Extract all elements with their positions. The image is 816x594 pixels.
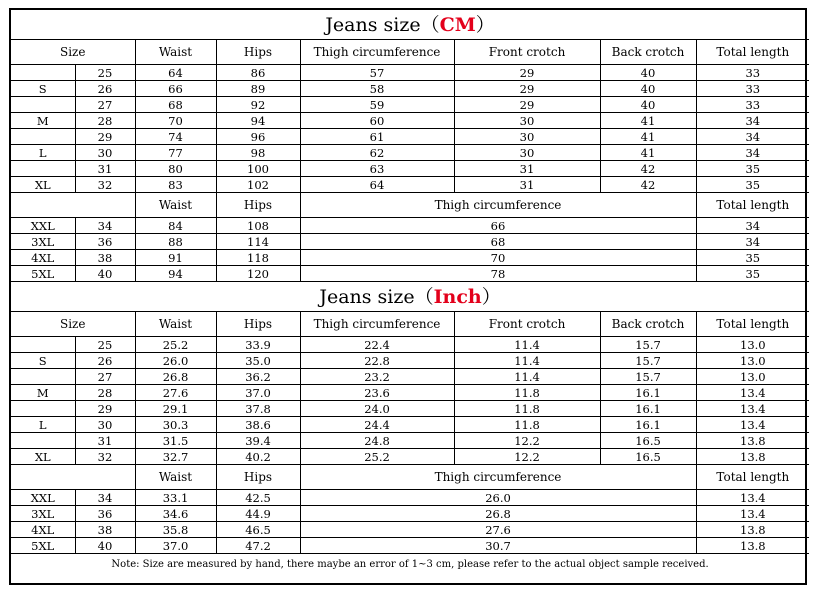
table-cell: 11.4: [454, 369, 600, 385]
table-cell: 30.3: [135, 417, 216, 433]
table-cell: 38.6: [216, 417, 300, 433]
size-label: XL: [11, 449, 75, 465]
table-row: [11, 81, 809, 97]
table-cell: 33.9: [216, 337, 300, 353]
table-row: [11, 417, 809, 433]
size-label: L: [11, 145, 75, 161]
table-cell: 12.2: [454, 433, 600, 449]
table-cell: 64: [135, 65, 216, 81]
table-cell: 66: [135, 81, 216, 97]
table-cell: 102: [216, 177, 300, 193]
table-cell: 36.2: [216, 369, 300, 385]
table-cell: 26: [75, 81, 135, 97]
table-row: [11, 266, 809, 282]
header-row: [11, 40, 809, 65]
table-cell: 15.7: [600, 353, 696, 369]
table-cell: 13.4: [696, 417, 809, 433]
size-chart: [9, 8, 807, 585]
size-label: 3XL: [11, 506, 75, 522]
table-cell: 29.1: [135, 401, 216, 417]
header-waist: Waist: [135, 465, 216, 490]
table-cell: 88: [135, 234, 216, 250]
size-label: XXL: [11, 490, 75, 506]
table-cell: 26.0: [135, 353, 216, 369]
header-row: [11, 465, 809, 490]
table-cell: 35: [696, 250, 809, 266]
table-cell: 114: [216, 234, 300, 250]
size-label: S: [11, 81, 75, 97]
table-cell: 96: [216, 129, 300, 145]
table-cell: 30: [454, 113, 600, 129]
table-row: [11, 385, 809, 401]
table-row: [11, 218, 809, 234]
header-hips: Hips: [216, 193, 300, 218]
table-cell: 37.0: [216, 385, 300, 401]
header-row: [11, 312, 809, 337]
table-cell: 11.4: [454, 337, 600, 353]
table-cell: 22.8: [300, 353, 454, 369]
table-cell: 34: [75, 490, 135, 506]
table-cell: 26.0: [300, 490, 696, 506]
table-cell: 15.7: [600, 337, 696, 353]
table-cell: 92: [216, 97, 300, 113]
table-cell: 33: [696, 65, 809, 81]
table-cell: 68: [135, 97, 216, 113]
table-row: [11, 177, 809, 193]
table-cell: 30: [454, 129, 600, 145]
table-cell: 77: [135, 145, 216, 161]
table-row: [11, 337, 809, 353]
table-cell: 33: [696, 81, 809, 97]
size-label: [11, 369, 75, 385]
table-cell: 13.4: [696, 506, 809, 522]
header-back-crotch: Back crotch: [600, 40, 696, 65]
table-cell: 40: [600, 65, 696, 81]
title-unit: Inch: [433, 285, 482, 308]
table-cell: 42: [600, 161, 696, 177]
table-cell: 40.2: [216, 449, 300, 465]
table-cell: 34: [75, 218, 135, 234]
header-waist: Waist: [135, 312, 216, 337]
table-row: [11, 401, 809, 417]
table-cell: 29: [454, 65, 600, 81]
table-cell: 29: [75, 401, 135, 417]
table-cell: 16.5: [600, 433, 696, 449]
table-cell: 29: [454, 81, 600, 97]
table-cell: 40: [600, 81, 696, 97]
table-cell: 33: [696, 97, 809, 113]
header-size: Size: [11, 312, 135, 337]
table-row: [11, 433, 809, 449]
size-table: [11, 10, 809, 575]
table-cell: 13.0: [696, 337, 809, 353]
table-cell: 13.0: [696, 369, 809, 385]
table-cell: 34: [696, 145, 809, 161]
table-cell: 16.1: [600, 385, 696, 401]
table-cell: 27.6: [300, 522, 696, 538]
title-text-end: ）: [475, 13, 495, 36]
size-label: [11, 433, 75, 449]
table-cell: 94: [216, 113, 300, 129]
header-hips: Hips: [216, 40, 300, 65]
table-cell: 30: [454, 145, 600, 161]
table-cell: 38: [75, 522, 135, 538]
table-cell: 84: [135, 218, 216, 234]
size-label: 5XL: [11, 538, 75, 554]
header-size: Size: [11, 40, 135, 65]
table-cell: 94: [135, 266, 216, 282]
header-front-crotch: Front crotch: [454, 40, 600, 65]
table-cell: 27: [75, 369, 135, 385]
table-cell: 63: [300, 161, 454, 177]
table-cell: 41: [600, 113, 696, 129]
size-label: XXL: [11, 218, 75, 234]
table-cell: 37.0: [135, 538, 216, 554]
table-row: [11, 234, 809, 250]
measurement-note: Note: Size are measured by hand, there maybe an error of 1~3 cm, please refer to the actual object sample received.: [11, 554, 809, 576]
table-row: [11, 522, 809, 538]
table-cell: 108: [216, 218, 300, 234]
table-cell: 24.0: [300, 401, 454, 417]
table-cell: 66: [300, 218, 696, 234]
table-cell: 35.8: [135, 522, 216, 538]
table-cell: 13.4: [696, 401, 809, 417]
table-cell: 44.9: [216, 506, 300, 522]
table-row: [11, 113, 809, 129]
table-row: [11, 369, 809, 385]
table-cell: 36: [75, 506, 135, 522]
table-cell: 30.7: [300, 538, 696, 554]
table-row: [11, 145, 809, 161]
table-cell: 25: [75, 337, 135, 353]
table-cell: 13.8: [696, 522, 809, 538]
table-row: [11, 97, 809, 113]
table-cell: 34.6: [135, 506, 216, 522]
table-cell: 35: [696, 177, 809, 193]
table-cell: 64: [300, 177, 454, 193]
section-title-row: [11, 282, 809, 312]
table-cell: 26.8: [135, 369, 216, 385]
table-cell: 70: [300, 250, 696, 266]
table-cell: 36: [75, 234, 135, 250]
table-cell: 13.8: [696, 449, 809, 465]
header-total-length: Total length: [696, 193, 809, 218]
table-cell: 16.5: [600, 449, 696, 465]
table-row: [11, 250, 809, 266]
table-cell: 74: [135, 129, 216, 145]
table-cell: 25: [75, 65, 135, 81]
table-cell: 13.4: [696, 385, 809, 401]
table-cell: 35: [696, 161, 809, 177]
size-label: L: [11, 417, 75, 433]
table-cell: 58: [300, 81, 454, 97]
table-cell: 86: [216, 65, 300, 81]
table-cell: 12.2: [454, 449, 600, 465]
header-blank: [11, 193, 135, 218]
table-row: [11, 506, 809, 522]
header-back-crotch: Back crotch: [600, 312, 696, 337]
table-cell: 31: [454, 161, 600, 177]
size-label: [11, 97, 75, 113]
table-row: [11, 449, 809, 465]
size-label: [11, 65, 75, 81]
table-cell: 15.7: [600, 369, 696, 385]
table-row: [11, 161, 809, 177]
table-cell: 26.8: [300, 506, 696, 522]
table-row: [11, 490, 809, 506]
size-label: [11, 337, 75, 353]
table-cell: 22.4: [300, 337, 454, 353]
table-cell: 26: [75, 353, 135, 369]
size-label: 4XL: [11, 522, 75, 538]
header-waist: Waist: [135, 40, 216, 65]
table-cell: 34: [696, 113, 809, 129]
table-cell: 32: [75, 177, 135, 193]
size-label: 4XL: [11, 250, 75, 266]
table-cell: 31: [75, 161, 135, 177]
size-label: XL: [11, 177, 75, 193]
table-cell: 35: [696, 266, 809, 282]
header-thigh: Thigh circumference: [300, 193, 696, 218]
size-label: M: [11, 113, 75, 129]
table-row: [11, 538, 809, 554]
title-text: Jeans size（: [319, 285, 434, 308]
table-cell: 118: [216, 250, 300, 266]
table-cell: 31: [75, 433, 135, 449]
table-cell: 33.1: [135, 490, 216, 506]
table-cell: 62: [300, 145, 454, 161]
table-cell: 24.8: [300, 433, 454, 449]
size-label: M: [11, 385, 75, 401]
table-cell: 28: [75, 385, 135, 401]
header-hips: Hips: [216, 312, 300, 337]
table-cell: 80: [135, 161, 216, 177]
table-cell: 25.2: [300, 449, 454, 465]
table-cell: 41: [600, 129, 696, 145]
table-cell: 16.1: [600, 417, 696, 433]
title-unit: CM: [439, 13, 476, 36]
table-cell: 47.2: [216, 538, 300, 554]
table-cell: 70: [135, 113, 216, 129]
size-label: S: [11, 353, 75, 369]
note-row: [11, 554, 809, 576]
table-cell: 32.7: [135, 449, 216, 465]
table-cell: 31: [454, 177, 600, 193]
table-cell: 41: [600, 145, 696, 161]
table-cell: 91: [135, 250, 216, 266]
table-row: [11, 353, 809, 369]
table-cell: 34: [696, 234, 809, 250]
table-cell: 13.8: [696, 538, 809, 554]
header-total-length: Total length: [696, 312, 809, 337]
size-label: [11, 401, 75, 417]
table-cell: 98: [216, 145, 300, 161]
header-hips: Hips: [216, 465, 300, 490]
table-cell: 13.4: [696, 490, 809, 506]
size-label: [11, 129, 75, 145]
table-row: [11, 129, 809, 145]
table-cell: 59: [300, 97, 454, 113]
header-front-crotch: Front crotch: [454, 312, 600, 337]
size-label: [11, 161, 75, 177]
table-cell: 30: [75, 417, 135, 433]
table-cell: 40: [600, 97, 696, 113]
table-cell: 27: [75, 97, 135, 113]
table-cell: 34: [696, 218, 809, 234]
header-blank: [11, 465, 135, 490]
table-cell: 11.8: [454, 417, 600, 433]
table-cell: 32: [75, 449, 135, 465]
section-title: [11, 282, 809, 312]
table-cell: 29: [454, 97, 600, 113]
table-cell: 120: [216, 266, 300, 282]
table-cell: 57: [300, 65, 454, 81]
table-cell: 31.5: [135, 433, 216, 449]
table-cell: 68: [300, 234, 696, 250]
section-title-row: [11, 10, 809, 40]
header-row: [11, 193, 809, 218]
table-cell: 100: [216, 161, 300, 177]
table-cell: 38: [75, 250, 135, 266]
header-thigh: Thigh circumference: [300, 312, 454, 337]
table-cell: 29: [75, 129, 135, 145]
table-cell: 28: [75, 113, 135, 129]
table-cell: 83: [135, 177, 216, 193]
table-cell: 37.8: [216, 401, 300, 417]
table-cell: 35.0: [216, 353, 300, 369]
table-cell: 30: [75, 145, 135, 161]
table-cell: 23.6: [300, 385, 454, 401]
header-total-length: Total length: [696, 40, 809, 65]
table-cell: 24.4: [300, 417, 454, 433]
table-cell: 40: [75, 266, 135, 282]
size-label: 3XL: [11, 234, 75, 250]
section-title: [11, 10, 809, 40]
title-text: Jeans size（: [325, 13, 440, 36]
table-cell: 89: [216, 81, 300, 97]
size-label: 5XL: [11, 266, 75, 282]
table-cell: 34: [696, 129, 809, 145]
table-cell: 46.5: [216, 522, 300, 538]
header-thigh: Thigh circumference: [300, 40, 454, 65]
table-cell: 16.1: [600, 401, 696, 417]
table-cell: 42: [600, 177, 696, 193]
table-cell: 60: [300, 113, 454, 129]
table-cell: 23.2: [300, 369, 454, 385]
table-cell: 11.8: [454, 385, 600, 401]
table-cell: 11.4: [454, 353, 600, 369]
header-total-length: Total length: [696, 465, 809, 490]
table-cell: 40: [75, 538, 135, 554]
table-cell: 42.5: [216, 490, 300, 506]
table-cell: 13.8: [696, 433, 809, 449]
table-row: [11, 65, 809, 81]
table-cell: 25.2: [135, 337, 216, 353]
header-thigh: Thigh circumference: [300, 465, 696, 490]
table-cell: 39.4: [216, 433, 300, 449]
table-cell: 78: [300, 266, 696, 282]
table-cell: 13.0: [696, 353, 809, 369]
table-cell: 27.6: [135, 385, 216, 401]
header-waist: Waist: [135, 193, 216, 218]
table-cell: 61: [300, 129, 454, 145]
table-cell: 11.8: [454, 401, 600, 417]
title-text-end: ）: [481, 285, 501, 308]
